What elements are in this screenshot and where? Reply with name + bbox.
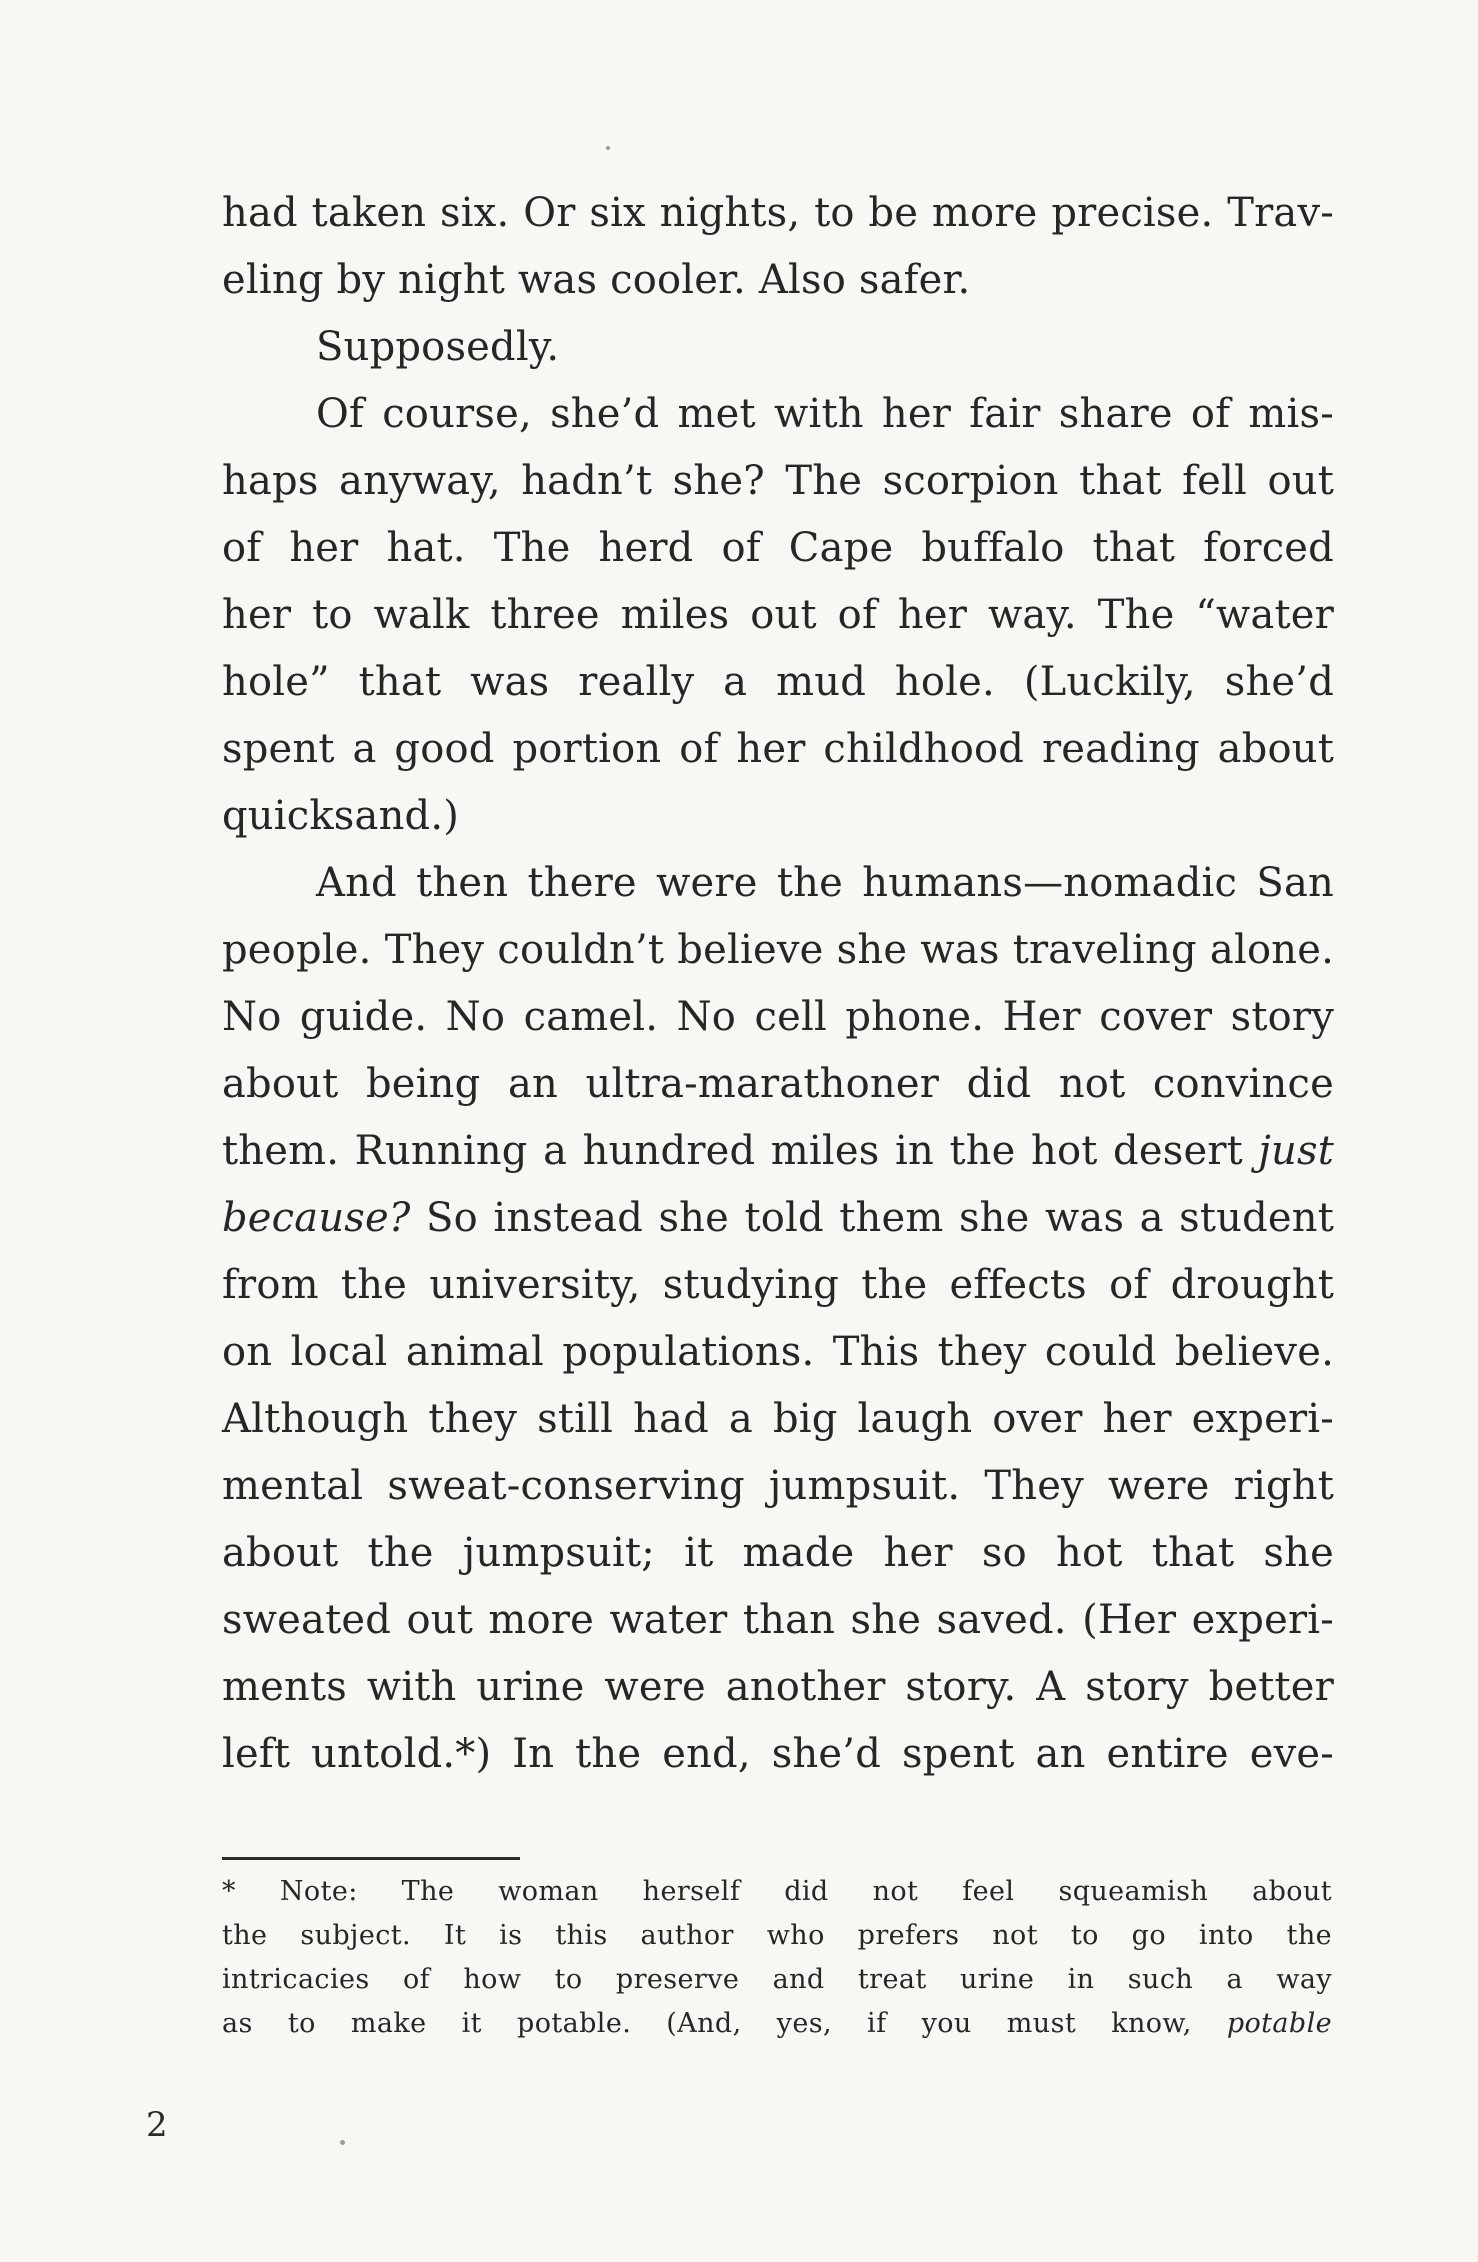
text-line: Although they still had a big laugh over her experi- [222, 1396, 1334, 1442]
text-line: Of course, she’d met with her fair share of mis- [316, 391, 1334, 437]
text-line: No guide. No camel. No cell phone. Her cover story [222, 994, 1334, 1040]
text-line: left untold.*) In the end, she’d spent an entire eve- [222, 1731, 1334, 1777]
footnote-divider [222, 1857, 520, 1860]
text-line: people. They couldn’t believe she was traveling alone. [222, 927, 1334, 973]
text-line [222, 1185, 1334, 1252]
text-line: of her hat. The herd of Cape buffalo that forced [222, 525, 1334, 571]
footnote-italic-run: potable [1226, 2008, 1332, 2039]
italic-run: because? [222, 1195, 411, 1241]
footnote-line: intricacies of how to preserve and treat urine in such a way [222, 1964, 1332, 1995]
text-line: And then there were the humans—nomadic San [316, 860, 1334, 906]
text-line: her to walk three miles out of her way. The “water [222, 592, 1334, 638]
text-line: sweated out more water than she saved. (Her experi- [222, 1597, 1334, 1643]
footnote [222, 1870, 1332, 2046]
page-number: 2 [146, 2105, 168, 2145]
text-run: them. Running a hundred miles in the hot desert [222, 1128, 1243, 1174]
text-line: hole” that was really a mud hole. (Luckily, she’d [222, 659, 1334, 705]
footnote-line: the subject. It is this author who prefers not to go into the [222, 1920, 1332, 1951]
text-line: ments with urine were another story. A story better [222, 1664, 1334, 1710]
text-line: about the jumpsuit; it made her so hot that she [222, 1530, 1334, 1576]
text-line: about being an ultra-marathoner did not convince [222, 1061, 1334, 1107]
footnote-line [222, 2002, 1332, 2046]
text-line: on local animal populations. This they could believe. [222, 1329, 1334, 1375]
text-line: haps anyway, hadn’t she? The scorpion that fell out [222, 458, 1334, 504]
text-line: from the university, studying the effects of drought [222, 1262, 1334, 1308]
text-line: Supposedly. [316, 324, 560, 370]
footnote-line: * Note: The woman herself did not feel squeamish about [222, 1876, 1332, 1907]
scan-speck [606, 146, 610, 150]
text-run: So instead she told them she was a student [426, 1195, 1334, 1241]
italic-run: just [1258, 1128, 1334, 1174]
text-line: mental sweat-conserving jumpsuit. They were right [222, 1463, 1334, 1509]
main-text [222, 180, 1334, 1788]
scan-speck [340, 2140, 345, 2145]
text-line [222, 1118, 1334, 1185]
text-line: eling by night was cooler. Also safer. [222, 257, 971, 303]
text-line: quicksand.) [222, 793, 460, 839]
footnote-run: as to make it potable. (And, yes, if you must know, [222, 2008, 1192, 2039]
text-line: spent a good portion of her childhood reading about [222, 726, 1334, 772]
text-line: had taken six. Or six nights, to be more precise. Trav- [222, 190, 1334, 236]
